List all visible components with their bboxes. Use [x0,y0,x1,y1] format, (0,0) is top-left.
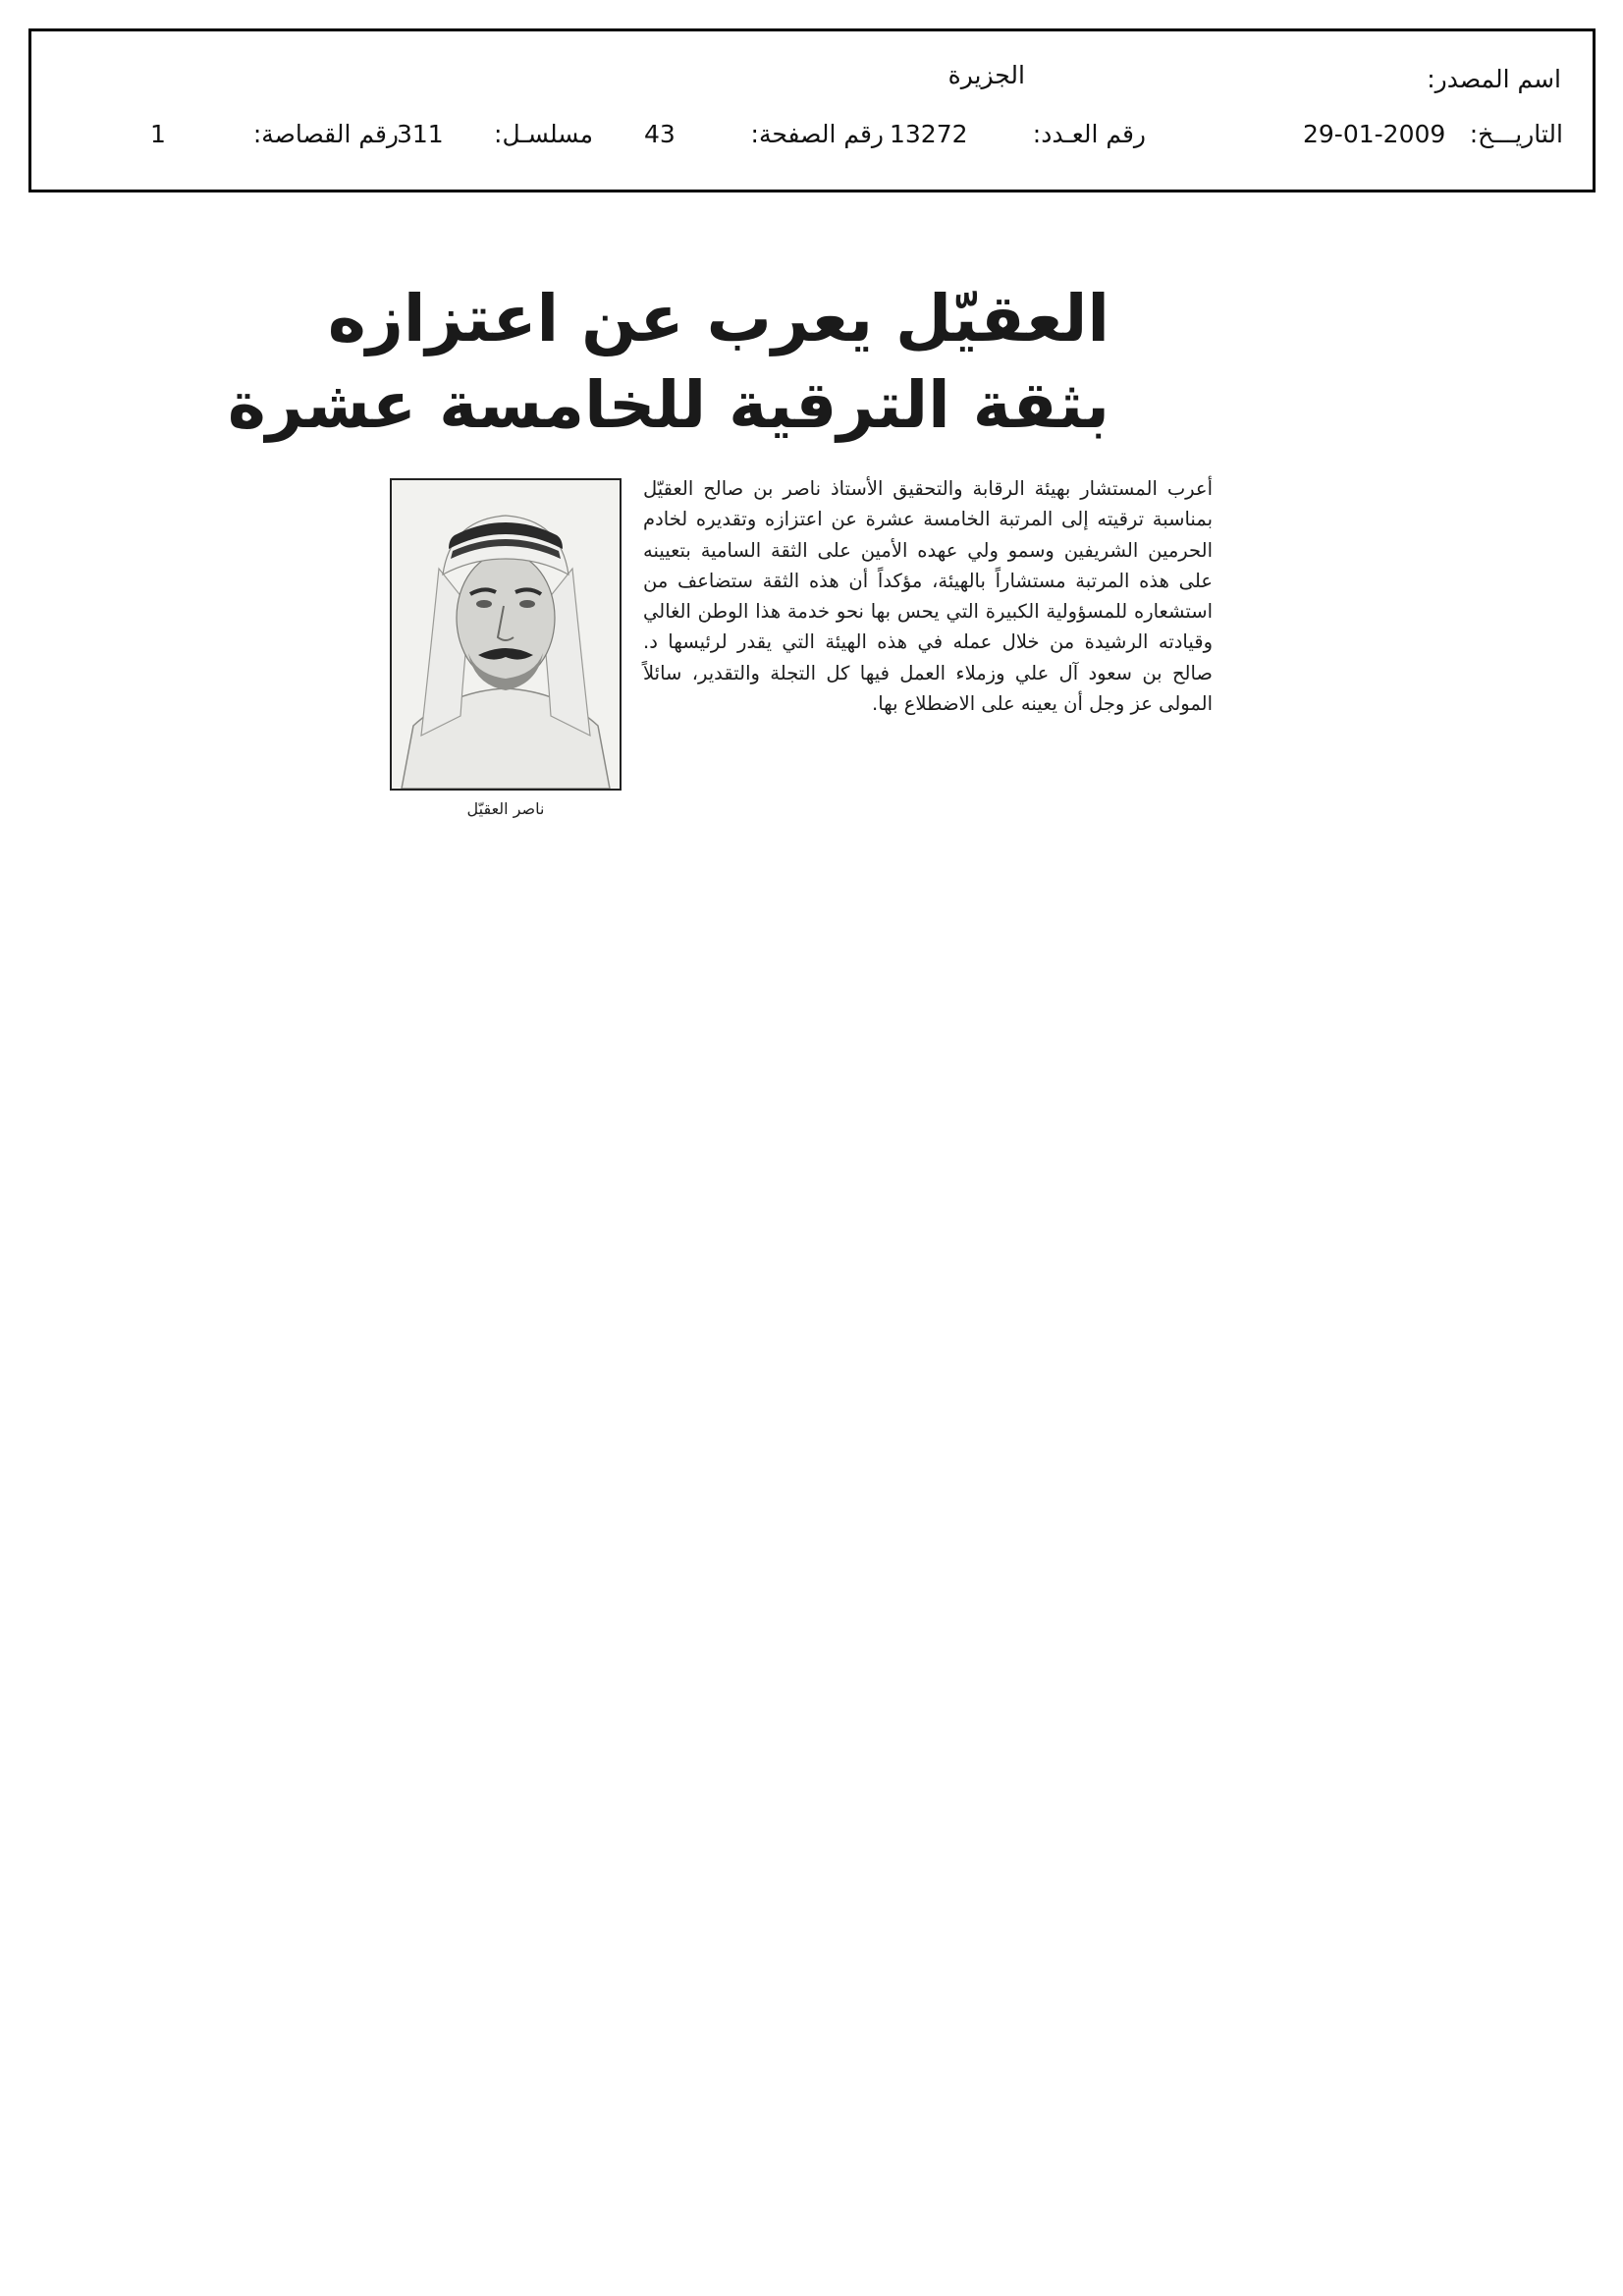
portrait-photo [390,478,622,791]
clip-value: 1 [150,120,166,148]
headline-line-1: العقيّل يعرب عن اعتزازه [327,281,1109,356]
date-label: التاريـــخ: [1469,120,1563,148]
source-value: الجزيرة [947,61,1025,89]
issue-value: 13272 [890,120,968,148]
clipping-header [28,28,1596,192]
page-value: 43 [644,120,676,148]
serial-value: 311 [397,120,444,148]
portrait-image [392,480,620,789]
clip-label: رقم القصاصة: [252,120,399,148]
news-clipping [227,257,1237,837]
page-label: رقم الصفحة: [750,120,884,148]
article-body: أعرب المستشار بهيئة الرقابة والتحقيق الأستاذ ناصر بن صالح العقيّل بمناسبة ترقيته إلى المرتبة الخامسة عشرة عن اعتزازه وتقديره لخادم الحرمين الشريفين وسمو ولي عهده الأمين على الثقة السامية بتعيينه على هذه المرتبة مستشاراً بالهيئة، مؤكداً أن هذه الثقة ستضاعف من استشعاره للمسؤولية الكبيرة التي يحس بها نحو خدمة هذا الوطن الغالي وقيادته الرشيدة من خلال عمله في هذه الهيئة التي يقدر لرئيسها د. صالح بن سعود آل علي وزملاء العمل فيها كل التجلة والتقدير، سائلاً المولى عز وجل أن يعينه على الاضطلاع بها. [643,477,1213,716]
serial-label: مسلسـل: [494,120,593,148]
date-value: 29-01-2009 [1303,120,1446,148]
issue-label: رقم العـدد: [1032,120,1146,148]
headline-line-2: بثقة الترقية للخامسة عشرة [227,367,1109,443]
source-label: اسم المصدر: [1427,65,1561,93]
photo-caption: ناصر العقيّل [466,799,545,818]
